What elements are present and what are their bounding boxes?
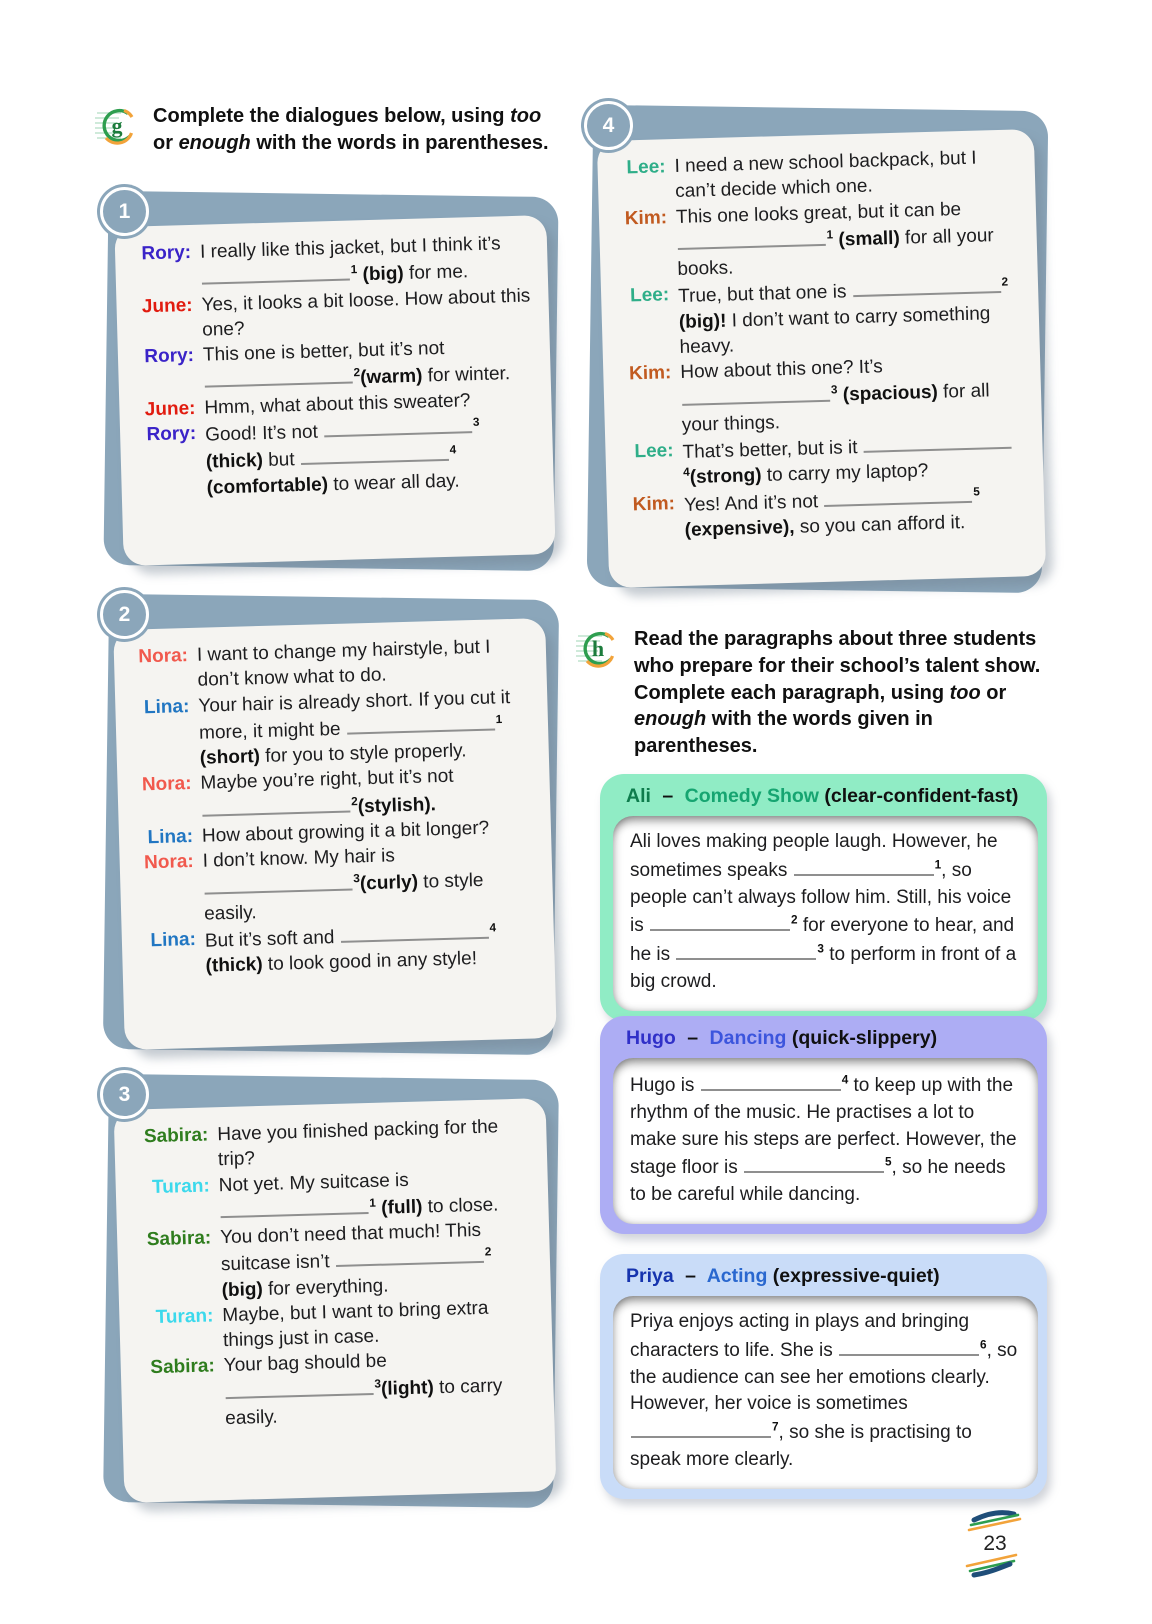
dialogue-line: Your bag should be $^3$(light) to carry easily. — [223, 1351, 503, 1430]
dialogue-1-body — [114, 215, 555, 566]
speaker-label: Lee: — [629, 284, 670, 307]
answer-blank[interactable] — [650, 911, 790, 931]
blank-number: 1 — [350, 263, 358, 277]
blank-number: 4 — [682, 466, 690, 480]
answer-blank[interactable] — [346, 710, 495, 734]
dialogue-line: Have you finished packing for the trip? — [217, 1116, 499, 1171]
exercise-g-letter: g — [111, 113, 123, 138]
blank-number: 3 — [353, 872, 360, 886]
blank-number: 2 — [1001, 275, 1009, 290]
answer-blank[interactable] — [824, 483, 973, 507]
student-name: Ali — [626, 785, 651, 807]
blank-number: 6 — [980, 1338, 987, 1352]
blank-number: 5 — [885, 1156, 892, 1170]
emphasis-word: enough — [634, 708, 707, 731]
exercise-h-header — [576, 626, 1048, 760]
blank-number: 3 — [830, 383, 838, 397]
dialogue-line: This one is better, but it’s not $^2$(warm) for winter. — [202, 338, 511, 389]
answer-word: (thick) — [205, 954, 263, 978]
blank-number: 4 — [841, 1073, 849, 1087]
dialogue-line: This one looks great, but it can be $^1$ (small) for all your books. — [675, 198, 994, 281]
dash-separator: – — [662, 785, 674, 807]
dialogue-3-body — [114, 1098, 557, 1503]
dialogue-4-turns — [609, 144, 1031, 545]
speaker-label: Lee: — [626, 156, 666, 179]
paragraph-priya-header — [600, 1254, 1047, 1296]
dialogue-3-number-badge — [100, 1070, 149, 1119]
answer-word: (short) — [199, 746, 261, 769]
speaker-label: Lina: — [147, 825, 194, 849]
blank-number: 3 — [817, 942, 824, 956]
answer-blank[interactable] — [794, 856, 934, 876]
dialogue-line: Maybe you’re right, but it’s not $^2$(stylish). — [200, 766, 454, 818]
dialogue-4-body — [597, 129, 1046, 588]
speaker-label: Turan: — [155, 1305, 214, 1328]
dialogue-2-body — [113, 618, 557, 1050]
dialogue-line: Yes, it looks a bit loose. How about this one? — [201, 285, 531, 341]
answer-blank[interactable] — [204, 870, 353, 894]
paragraph-priya-text: Priya enjoys acting in plays and bringing characters to life. She is $^6$, so the audience can see her emotions clearly. However, her voice is sometimes $^7$, so she is practising to speak more clearly. — [613, 1296, 1038, 1489]
answer-word: (spacious) — [837, 382, 939, 407]
speaker-label: Nora: — [138, 645, 189, 668]
paragraph-hugo-text: Hugo is $^4$ to keep up with the rhythm of the music. He practises a lot to make sure his steps are perfect. However, the stage floor is $^5$, so he needs to be careful while dancing. — [613, 1058, 1038, 1224]
answer-blank[interactable] — [340, 919, 489, 943]
dialogue-3-number: 3 — [118, 1082, 131, 1106]
speaker-label: Lee: — [634, 440, 674, 463]
blank-number: 1 — [369, 1196, 377, 1210]
speaker-label: Nora: — [141, 773, 192, 796]
dash-separator: – — [687, 1027, 699, 1049]
dialogue-1-number: 1 — [118, 199, 131, 223]
answer-word: (big) — [221, 1278, 264, 1301]
speaker-label: June: — [144, 397, 196, 421]
speaker-label: Kim: — [628, 362, 672, 385]
dialogue-turn — [132, 1345, 540, 1434]
dialogue-line: I need a new school backpack, but I can’t decide which one. — [674, 147, 977, 203]
page-footer — [940, 1506, 1050, 1586]
paragraph-card-hugo — [600, 1016, 1047, 1234]
blank-number: 4 — [489, 921, 497, 935]
dash-separator: – — [685, 1265, 696, 1287]
speaker-label: June: — [141, 294, 193, 317]
dialogue-card-2 — [106, 597, 556, 1052]
page-number: 23 — [983, 1532, 1007, 1555]
speaker-label: Sabira: — [143, 1124, 209, 1148]
speaker-label: Rory: — [144, 345, 195, 368]
paragraph-ali-text: Ali loves making people laugh. However, he sometimes speaks $^1$, so people can’t always follow him. Still, his voice is $^2$ for everyone to hear, and he is $^3$ to perform in front of a big crowd. — [613, 816, 1038, 1011]
dialogue-2-number: 2 — [118, 602, 131, 626]
student-name: Priya — [626, 1265, 674, 1287]
answer-blank[interactable] — [324, 413, 473, 437]
answer-word: (warm) — [359, 365, 423, 389]
speaker-label: Kim: — [632, 493, 676, 516]
activity-name: Acting — [706, 1265, 768, 1287]
dialogue-card-3 — [106, 1077, 556, 1505]
dialogue-line: True, but that one is $^2$ (big)! I don’t want to carry something heavy. — [678, 273, 1026, 360]
dialogue-line: How about this one? It’s $^3$ (spacious) for all your things. — [680, 356, 990, 436]
dialogue-4-number: 4 — [602, 113, 615, 137]
speaker-label: Sabira: — [150, 1355, 216, 1379]
exercise-g-header — [95, 103, 561, 157]
answer-blank[interactable] — [225, 1375, 374, 1399]
blank-number: 2 — [353, 366, 361, 380]
blank-number: 3 — [472, 415, 480, 429]
paragraph-card-priya — [600, 1254, 1047, 1499]
speaker-label: Sabira: — [146, 1227, 212, 1251]
dialogue-2-turns — [126, 633, 541, 981]
answer-word: (expensive), — [684, 517, 795, 542]
paragraph-hugo-header — [600, 1016, 1047, 1058]
dialogue-turn — [129, 1216, 537, 1305]
emphasis-word: enough — [178, 131, 251, 154]
answer-blank[interactable] — [863, 429, 1012, 453]
dialogue-card-1 — [106, 194, 556, 568]
answer-word: (curly) — [359, 872, 419, 895]
blank-number: 1 — [826, 228, 834, 242]
answer-word: (thick) — [205, 450, 264, 473]
activity-name: Comedy Show — [684, 785, 819, 807]
dialogue-1-turns — [127, 230, 540, 502]
emphasis-word: too — [510, 105, 542, 127]
answer-blank[interactable] — [204, 364, 353, 388]
dialogue-turn — [611, 195, 1024, 284]
answer-blank[interactable] — [839, 1336, 979, 1356]
exercise-g-instruction: Complete the dialogues below, using too or enough with the words in parentheses. — [153, 105, 549, 154]
speaker-label: Lina: — [150, 928, 197, 952]
dialogue-line: Good! It’s not $^3$ (thick) but $^4$ (comfortable) to wear all day. — [205, 411, 540, 500]
dialogue-turn — [615, 351, 1028, 440]
dialogue-turn — [613, 273, 1026, 362]
dialogue-turn — [127, 684, 535, 773]
speaker-label: Nora: — [143, 851, 195, 874]
blank-number: 7 — [772, 1420, 779, 1434]
dialogue-turn — [132, 411, 540, 502]
blank-number: 1 — [934, 858, 942, 872]
dialogue-line: How about growing it a bit longer? — [201, 817, 490, 847]
answer-blank[interactable] — [676, 940, 816, 960]
answer-word: (comfortable) — [206, 473, 329, 499]
speaker-label: Rory: — [141, 241, 192, 265]
answer-word: (stylish). — [357, 793, 437, 818]
dialogue-line: Hmm, what about this sweater? — [204, 389, 471, 419]
dialogue-card-4 — [590, 108, 1045, 590]
dialogue-line: That’s better, but is it $^4$(strong) to carry my laptop? — [682, 428, 1029, 491]
answer-blank[interactable] — [202, 792, 351, 816]
emphasis-word: too — [949, 681, 981, 704]
dialogue-line: You don’t need that much! This suitcase isn’t $^2$ (big) for everything. — [219, 1220, 492, 1301]
student-name: Hugo — [626, 1027, 676, 1049]
dialogue-turn — [134, 917, 541, 981]
answer-blank[interactable] — [300, 441, 449, 465]
dialogue-line: I want to change my hairstyle, but I don’t know what to do. — [196, 636, 491, 692]
paragraph-card-ali — [600, 774, 1047, 1021]
dialogue-line: Yes! And it’s not $^5$ (expensive), so you can afford it. — [684, 481, 1031, 543]
answer-word: (big)! — [678, 310, 727, 333]
speaker-label: Kim: — [624, 206, 668, 229]
answer-blank[interactable] — [336, 1243, 485, 1267]
answer-blank[interactable] — [701, 1071, 841, 1091]
answer-word: (full) — [375, 1196, 423, 1219]
answer-blank[interactable] — [677, 226, 826, 250]
answer-blank[interactable] — [201, 261, 350, 285]
answer-blank[interactable] — [631, 1418, 771, 1438]
speaker-label: Rory: — [146, 422, 197, 446]
dialogue-1-number-badge — [100, 187, 149, 236]
dialogue-line: But it’s soft and $^4$ (thick) to look good in any style! — [205, 917, 541, 979]
answer-word: (big) — [357, 263, 405, 286]
answer-blank[interactable] — [682, 381, 831, 405]
answer-word: (light) — [380, 1377, 435, 1400]
dialogue-turn — [619, 481, 1031, 545]
dialogue-3-turns — [126, 1113, 540, 1434]
speaker-label: Turan: — [151, 1174, 211, 1198]
blank-number: 2 — [350, 794, 358, 808]
exercise-g-icon — [95, 105, 141, 147]
speaker-label: Lina: — [143, 695, 190, 718]
answer-blank[interactable] — [744, 1153, 884, 1173]
dialogue-line: I really like this jacket, but I think it’s $^1$ (big) for me. — [199, 233, 501, 286]
blank-number: 2 — [791, 914, 798, 928]
dialogue-4-number-badge — [584, 101, 633, 150]
answer-blank[interactable] — [220, 1194, 369, 1218]
activity-name: Dancing — [709, 1027, 787, 1049]
word-bank: (expressive-quiet) — [772, 1265, 940, 1287]
blank-number: 3 — [374, 1377, 382, 1391]
answer-word: (strong) — [689, 465, 762, 489]
exercise-h-letter: h — [591, 636, 605, 661]
dialogue-line: Maybe, but I want to bring extra things just in case. — [222, 1297, 489, 1352]
dialogue-line: Your hair is already short. If you cut it more, it might be $^1$ (short) for you to style properly. — [198, 686, 511, 769]
exercise-h-icon — [576, 628, 622, 670]
blank-number: 5 — [973, 485, 980, 499]
dialogue-line: I don’t know. My hair is $^3$(curly) to style easily. — [202, 845, 484, 925]
word-bank: (quick-slippery) — [791, 1027, 938, 1049]
answer-word: (small) — [832, 227, 901, 251]
dialogue-2-number-badge — [100, 590, 149, 639]
exercise-h-instruction: Read the paragraphs about three students who prepare for their school’s talent show. Complete each paragraph, using too or enough with the words given in parentheses. — [634, 628, 1041, 758]
blank-number: 4 — [449, 443, 457, 457]
dialogue-turn — [131, 840, 539, 929]
answer-blank[interactable] — [852, 273, 1001, 297]
paragraph-ali-header — [600, 774, 1047, 816]
word-bank: (clear-confident-fast) — [824, 785, 1019, 807]
blank-number: 1 — [495, 712, 503, 726]
blank-number: 2 — [484, 1245, 492, 1259]
dialogue-line: Not yet. My suitcase is $^1$ (full) to close. — [218, 1169, 499, 1219]
